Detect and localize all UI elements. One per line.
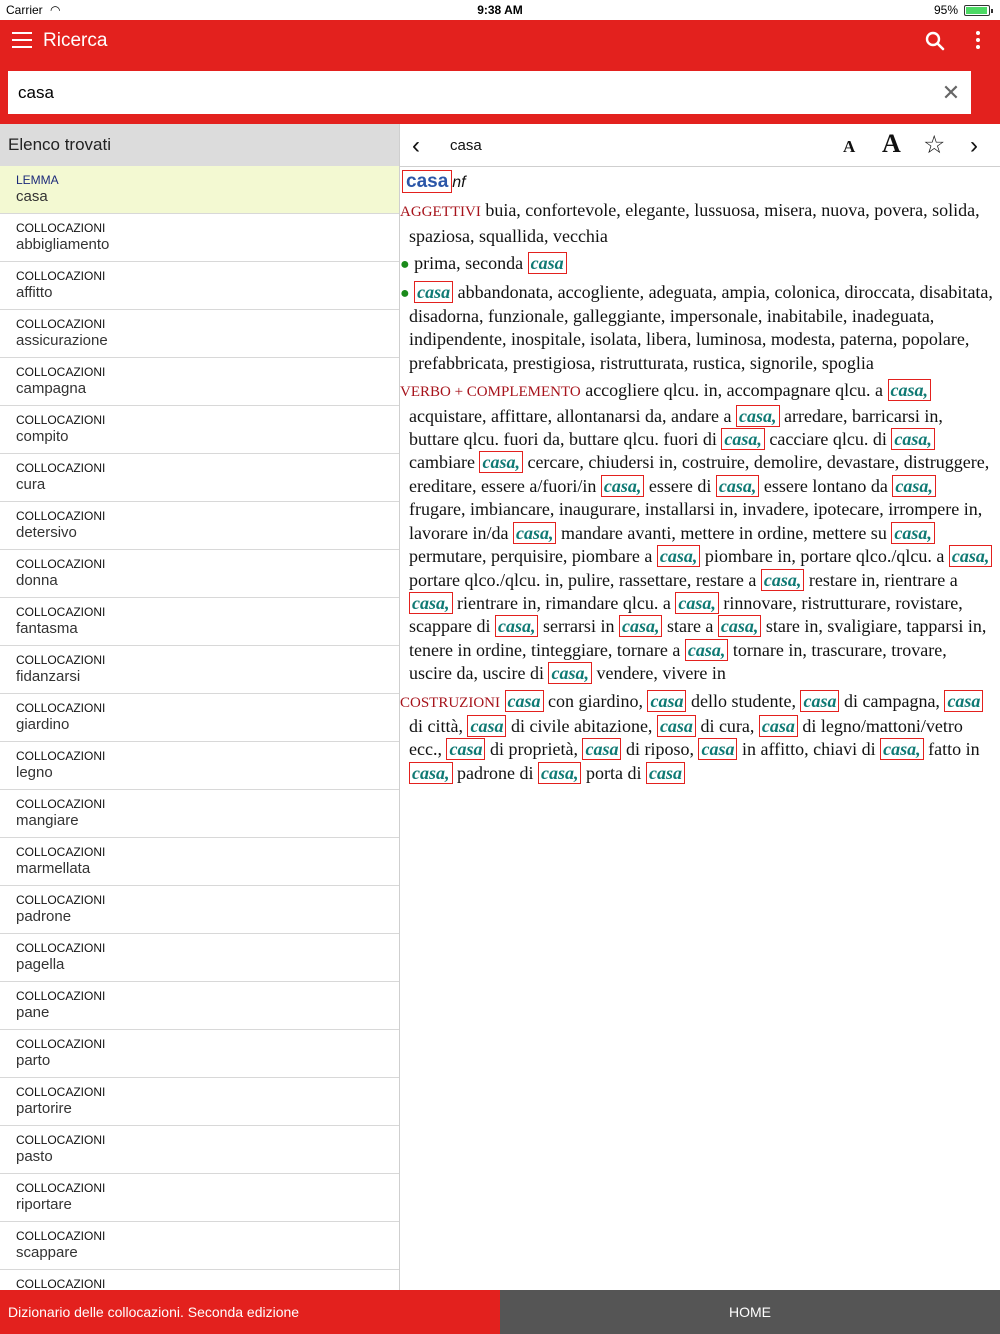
headword-line bbox=[400, 170, 1000, 194]
result-category: COLLOCAZIONI bbox=[16, 269, 106, 283]
app-title: Ricerca bbox=[43, 30, 108, 51]
entry-text: prima, seconda bbox=[414, 253, 528, 274]
keyword-highlight[interactable]: casa, bbox=[548, 662, 592, 684]
result-item[interactable] bbox=[0, 550, 399, 598]
entry-text: con giardino, bbox=[543, 690, 648, 711]
entry-text: di legno/mattoni/vetro ecc., bbox=[409, 715, 963, 760]
entry-text: tornare in, trascurare, trovare, uscire da, uscire di bbox=[409, 639, 947, 684]
result-word: pagella bbox=[16, 956, 65, 973]
entry-text: cambiare bbox=[409, 452, 480, 473]
result-item[interactable] bbox=[0, 742, 399, 790]
entry-section bbox=[400, 281, 1000, 376]
keyword-highlight[interactable]: casa bbox=[582, 738, 621, 760]
result-item[interactable] bbox=[0, 646, 399, 694]
keyword-highlight[interactable]: casa, bbox=[538, 762, 582, 784]
keyword-highlight[interactable]: casa, bbox=[409, 592, 453, 614]
keyword-highlight[interactable]: casa bbox=[657, 715, 696, 737]
result-item[interactable] bbox=[0, 1222, 399, 1270]
entry-text: rinnovare, ristrutturare, rovistare, scappare di bbox=[409, 592, 963, 637]
part-of-speech: nf bbox=[452, 174, 466, 191]
entry-section bbox=[400, 252, 1000, 276]
keyword-highlight[interactable]: casa, bbox=[513, 522, 557, 544]
wifi-icon: ◠ bbox=[50, 3, 61, 17]
chevron-right-icon[interactable]: › bbox=[970, 132, 978, 159]
search-input[interactable] bbox=[8, 71, 971, 114]
keyword-highlight[interactable]: casa bbox=[528, 252, 567, 274]
entry-pane bbox=[400, 124, 1000, 1290]
bullet-icon: ● bbox=[400, 256, 410, 274]
result-item[interactable] bbox=[0, 886, 399, 934]
entry-text: in affitto, chiavi di bbox=[737, 739, 881, 760]
keyword-highlight[interactable]: casa, bbox=[479, 451, 523, 473]
entry-text: di civile abitazione, bbox=[506, 715, 657, 736]
result-word: pane bbox=[16, 1004, 50, 1021]
entry-text: abbandonata, accogliente, adeguata, ampia, colonica, diroccata, disabitata, disadorna, funzionale, galleggiante, impersonale, inabitabile, inadeguata, indipendente, inospitale, isolata, libera, luminosa, modesta, paterna, popolare, prefabbricata, prestigiosa, ristrutturata, rustica, signorile, spoglia bbox=[409, 281, 993, 373]
entry-section bbox=[400, 379, 1000, 685]
keyword-highlight[interactable]: casa, bbox=[880, 738, 924, 760]
result-word: casa bbox=[16, 188, 48, 205]
result-category: COLLOCAZIONI bbox=[16, 557, 106, 571]
clear-icon[interactable]: ✕ bbox=[941, 80, 961, 105]
result-category: COLLOCAZIONI bbox=[16, 1133, 106, 1147]
result-category: COLLOCAZIONI bbox=[16, 1229, 106, 1243]
entry-text: cercare, chiudersi in, costruire, demolire, devastare, distruggere, ereditare, essere a/fuori/in bbox=[409, 452, 990, 496]
entry-toolbar-word: casa bbox=[450, 137, 482, 154]
result-word: pasto bbox=[16, 1148, 53, 1165]
result-category: COLLOCAZIONI bbox=[16, 893, 106, 907]
result-item[interactable] bbox=[0, 1270, 399, 1290]
result-category: COLLOCAZIONI bbox=[16, 1085, 106, 1099]
results-header: Elenco trovati bbox=[0, 124, 399, 166]
entry-section bbox=[400, 199, 1000, 248]
search-bar bbox=[0, 62, 1000, 124]
entry-text: mandare avanti, mettere in ordine, mettere su bbox=[556, 522, 892, 543]
keyword-highlight[interactable]: casa, bbox=[891, 522, 935, 544]
keyword-highlight[interactable]: casa, bbox=[685, 639, 729, 661]
result-item[interactable] bbox=[0, 1126, 399, 1174]
keyword-highlight[interactable]: casa, bbox=[949, 545, 993, 567]
result-item[interactable] bbox=[0, 502, 399, 550]
entry-text: di città, bbox=[409, 715, 468, 736]
result-word: giardino bbox=[16, 716, 70, 733]
entry-text: accogliere qlcu. in, accompagnare qlcu. a bbox=[580, 380, 888, 401]
battery-icon bbox=[964, 5, 990, 16]
result-category: COLLOCAZIONI bbox=[16, 1277, 106, 1290]
entry-text: essere di bbox=[644, 475, 716, 496]
result-item[interactable] bbox=[0, 982, 399, 1030]
keyword-highlight[interactable]: casa, bbox=[409, 762, 453, 784]
entry-text: permutare, perquisire, piombare a bbox=[409, 546, 657, 567]
more-vert-icon[interactable] bbox=[970, 31, 986, 53]
result-word: parto bbox=[16, 1052, 51, 1069]
keyword-highlight[interactable]: casa bbox=[646, 762, 685, 784]
result-word: mangiare bbox=[16, 812, 79, 829]
result-item[interactable] bbox=[0, 694, 399, 742]
entry-text: essere lontano da bbox=[759, 475, 893, 496]
decrease-font-button[interactable]: A bbox=[843, 137, 856, 156]
entry-section bbox=[400, 690, 1000, 786]
keyword-highlight[interactable]: casa, bbox=[657, 545, 701, 567]
result-word: detersivo bbox=[16, 524, 77, 541]
keyword-highlight[interactable]: casa, bbox=[716, 475, 760, 497]
result-category: COLLOCAZIONI bbox=[16, 365, 106, 379]
result-category: COLLOCAZIONI bbox=[16, 845, 106, 859]
result-item[interactable] bbox=[0, 598, 399, 646]
keyword-highlight[interactable]: casa bbox=[944, 690, 983, 712]
headword: casa bbox=[402, 170, 452, 193]
keyword-highlight[interactable]: casa, bbox=[761, 569, 805, 591]
result-category: LEMMA bbox=[16, 173, 59, 187]
section-label: COSTRUZIONI bbox=[400, 694, 500, 711]
carrier-label: Carrier bbox=[6, 3, 43, 17]
entry-text: stare in, svaligiare, tapparsi in, tenere in ordine, tinteggiare, tornare a bbox=[409, 616, 987, 660]
result-word: fantasma bbox=[16, 620, 78, 637]
result-word: padrone bbox=[16, 908, 72, 925]
result-category: COLLOCAZIONI bbox=[16, 989, 106, 1003]
keyword-highlight[interactable]: casa, bbox=[888, 379, 932, 401]
result-word: legno bbox=[16, 764, 53, 781]
entry-text: restare in, rientrare a bbox=[804, 569, 958, 590]
result-word: affitto bbox=[16, 284, 53, 301]
keyword-highlight[interactable]: casa bbox=[698, 738, 737, 760]
result-item[interactable] bbox=[0, 262, 399, 310]
entry-body bbox=[400, 170, 1000, 789]
result-item[interactable] bbox=[0, 1174, 399, 1222]
entry-text: cacciare qlcu. di bbox=[764, 429, 892, 450]
result-word: donna bbox=[16, 572, 58, 589]
result-category: COLLOCAZIONI bbox=[16, 413, 106, 427]
result-item[interactable] bbox=[0, 934, 399, 982]
app-bar bbox=[0, 20, 1000, 62]
entry-text: fatto in bbox=[923, 739, 980, 760]
result-category: COLLOCAZIONI bbox=[16, 653, 106, 667]
section-label: VERBO + COMPLEMENTO bbox=[400, 384, 581, 401]
entry-text: piombare in, portare qlco./qlcu. a bbox=[700, 546, 949, 567]
result-category: COLLOCAZIONI bbox=[16, 701, 106, 715]
keyword-highlight[interactable]: casa, bbox=[736, 405, 780, 427]
result-item[interactable] bbox=[0, 790, 399, 838]
result-word: partorire bbox=[16, 1100, 72, 1117]
result-category: COLLOCAZIONI bbox=[16, 1037, 106, 1051]
status-bar bbox=[0, 0, 1000, 20]
result-word: cura bbox=[16, 476, 46, 493]
chevron-left-icon[interactable]: ‹ bbox=[412, 132, 420, 159]
result-item[interactable] bbox=[0, 1030, 399, 1078]
bullet-icon: ● bbox=[400, 284, 410, 302]
entry-text: di riposo, bbox=[621, 739, 699, 760]
result-item[interactable] bbox=[0, 1078, 399, 1126]
entry-text: buia, confortevole, elegante, lussuosa, misera, nuova, povera, solida, spaziosa, squallida, vecchia bbox=[409, 200, 980, 246]
result-item[interactable] bbox=[0, 214, 399, 262]
search-icon[interactable] bbox=[924, 30, 946, 52]
keyword-highlight[interactable]: casa, bbox=[892, 475, 936, 497]
section-label: AGGETTIVI bbox=[400, 204, 481, 221]
result-category: COLLOCAZIONI bbox=[16, 749, 106, 763]
result-word: assicurazione bbox=[16, 332, 108, 349]
result-item[interactable] bbox=[0, 838, 399, 886]
result-word: campagna bbox=[16, 380, 87, 397]
result-item[interactable] bbox=[0, 454, 399, 502]
entry-text: portare qlco./qlcu. in, pulire, rassettare, restare a bbox=[409, 569, 761, 590]
keyword-highlight[interactable]: casa, bbox=[601, 475, 645, 497]
result-category: COLLOCAZIONI bbox=[16, 317, 106, 331]
entry-text: frugare, imbiancare, inaugurare, installarsi in, invadere, ipotecare, irrompere in, lavorare in/da bbox=[409, 499, 983, 543]
result-word: riportare bbox=[16, 1196, 72, 1213]
entry-text: di campagna, bbox=[839, 690, 945, 711]
keyword-highlight[interactable]: casa bbox=[446, 738, 485, 760]
result-item[interactable] bbox=[0, 166, 399, 214]
keyword-highlight[interactable]: casa bbox=[505, 690, 544, 712]
results-list bbox=[0, 124, 400, 1290]
result-word: scappare bbox=[16, 1244, 78, 1261]
entry-text bbox=[500, 691, 505, 711]
keyword-highlight[interactable]: casa, bbox=[495, 615, 539, 637]
result-word: marmellata bbox=[16, 860, 91, 877]
result-item[interactable] bbox=[0, 310, 399, 358]
entry-text: arredare, barricarsi in, buttare qlcu. fuori da, buttare qlcu. fuori di bbox=[409, 405, 943, 450]
entry-text: di cura, bbox=[695, 715, 759, 736]
clock: 9:38 AM bbox=[477, 3, 523, 17]
entry-text: padrone di bbox=[452, 762, 538, 783]
star-icon[interactable]: ☆ bbox=[923, 131, 946, 159]
result-category: COLLOCAZIONI bbox=[16, 941, 106, 955]
home-button[interactable]: HOME bbox=[500, 1290, 1000, 1334]
keyword-highlight[interactable]: casa, bbox=[675, 592, 719, 614]
keyword-highlight[interactable]: casa, bbox=[721, 428, 765, 450]
increase-font-button[interactable]: A bbox=[882, 129, 901, 158]
keyword-highlight[interactable]: casa bbox=[467, 715, 506, 737]
result-category: COLLOCAZIONI bbox=[16, 461, 106, 475]
entry-text: acquistare, affittare, allontanarsi da, andare a bbox=[409, 405, 736, 426]
entry-text: stare a bbox=[662, 616, 718, 637]
entry-text: rientrare in, rimandare qlcu. a bbox=[452, 592, 676, 613]
result-category: COLLOCAZIONI bbox=[16, 797, 106, 811]
entry-text: porta di bbox=[581, 762, 646, 783]
entry-text: vendere, vivere in bbox=[591, 663, 726, 684]
entry-toolbar bbox=[400, 124, 1000, 167]
result-category: COLLOCAZIONI bbox=[16, 1181, 106, 1195]
keyword-highlight[interactable]: casa bbox=[647, 690, 686, 712]
keyword-highlight[interactable]: casa bbox=[759, 715, 798, 737]
result-item[interactable] bbox=[0, 358, 399, 406]
keyword-highlight[interactable]: casa, bbox=[891, 428, 935, 450]
result-category: COLLOCAZIONI bbox=[16, 221, 106, 235]
result-category: COLLOCAZIONI bbox=[16, 605, 106, 619]
hamburger-menu-icon[interactable] bbox=[12, 32, 32, 50]
entry-text: serrarsi in bbox=[538, 616, 619, 637]
entry-text: di proprietà, bbox=[485, 739, 583, 760]
result-category: COLLOCAZIONI bbox=[16, 509, 106, 523]
entry-text: dello studente, bbox=[686, 690, 801, 711]
keyword-highlight[interactable]: casa bbox=[414, 281, 453, 303]
result-word: compito bbox=[16, 428, 69, 445]
result-word: abbigliamento bbox=[16, 236, 110, 253]
footer-dictionary-title[interactable]: Dizionario delle collocazioni. Seconda edizione bbox=[0, 1290, 500, 1334]
keyword-highlight[interactable]: casa, bbox=[619, 615, 663, 637]
result-word: fidanzarsi bbox=[16, 668, 81, 685]
keyword-highlight[interactable]: casa bbox=[800, 690, 839, 712]
result-item[interactable] bbox=[0, 406, 399, 454]
battery-percent: 95% bbox=[933, 3, 958, 17]
keyword-highlight[interactable]: casa, bbox=[718, 615, 762, 637]
